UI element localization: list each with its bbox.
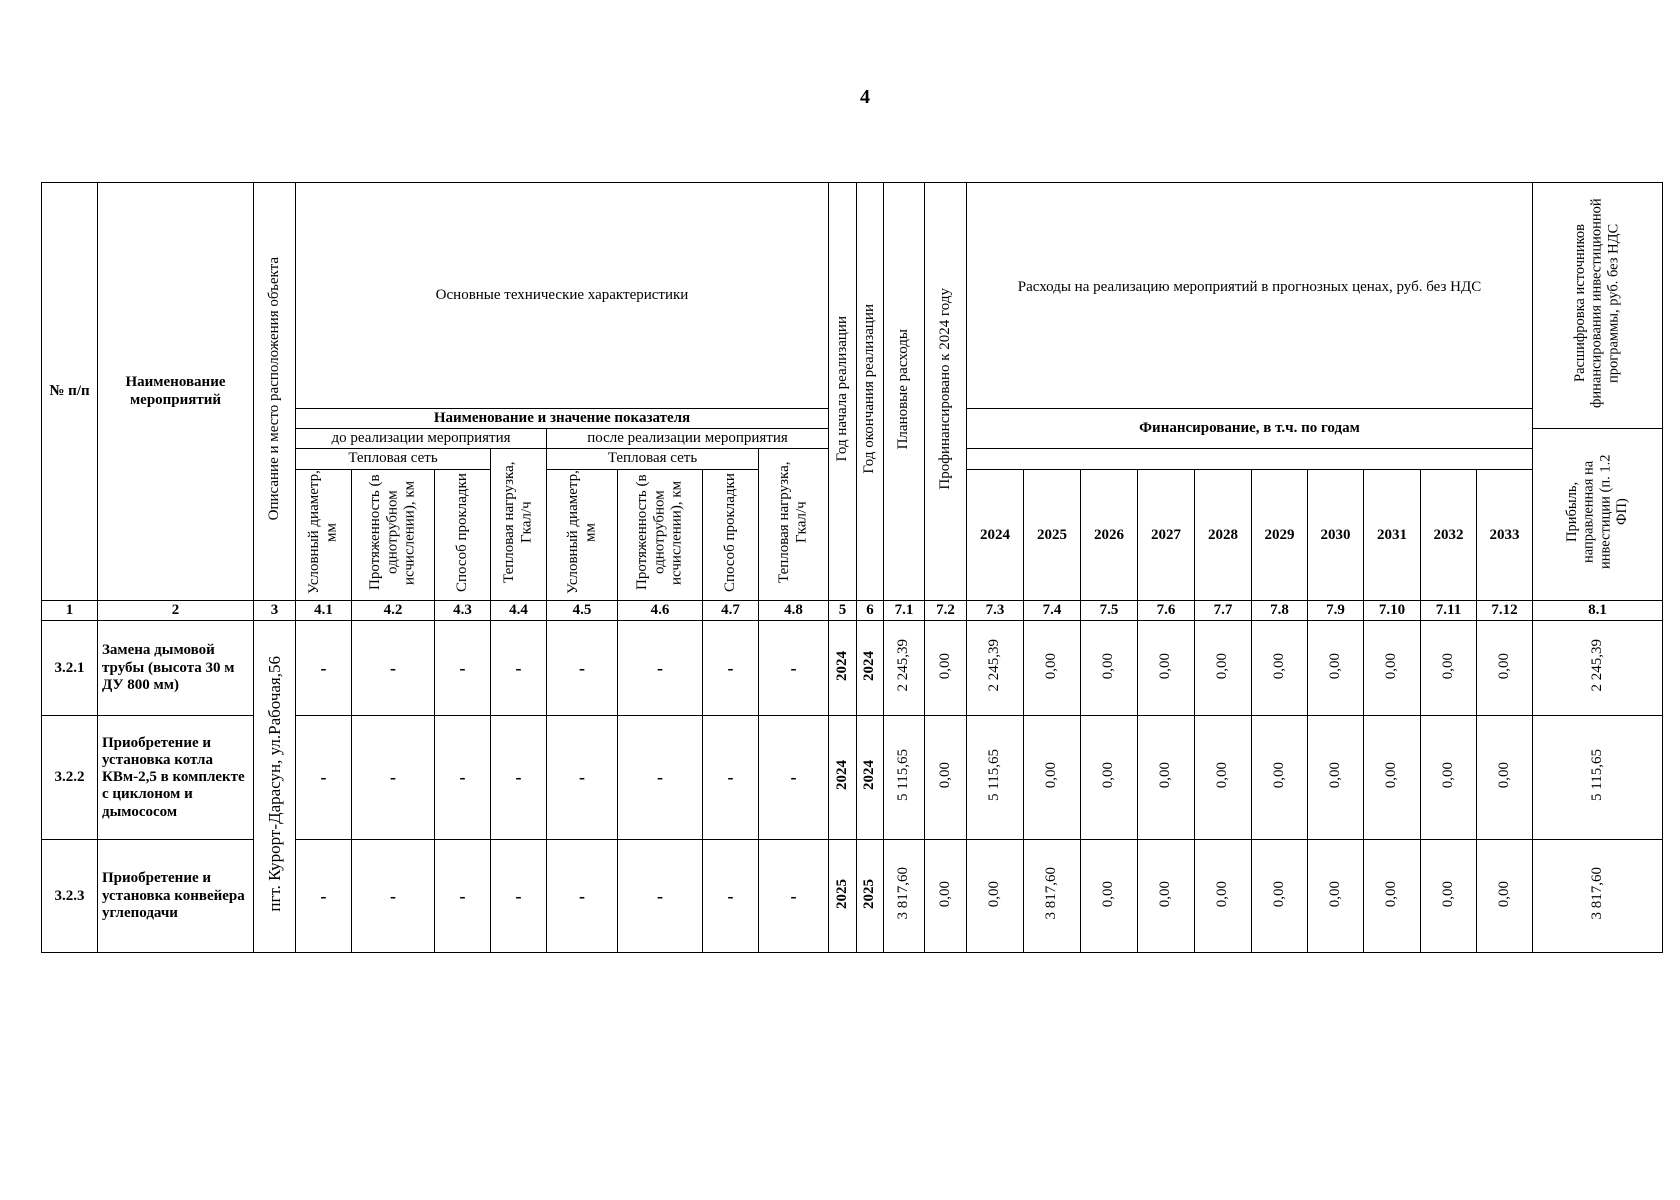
row-dash: - <box>491 621 547 716</box>
row-planned: 3 817,60 <box>884 840 925 953</box>
header-heat-network-before: Тепловая сеть <box>296 449 491 470</box>
row-dash: - <box>618 716 703 840</box>
row-profit: 3 817,60 <box>1533 840 1663 953</box>
header-year-2032: 2032 <box>1421 470 1477 601</box>
row-dash: - <box>618 840 703 953</box>
column-number: 7.6 <box>1138 601 1195 621</box>
row-year-end: 2024 <box>857 621 884 716</box>
row-prefinanced: 0,00 <box>925 716 967 840</box>
row-year-value: 3 817,60 <box>1024 840 1081 953</box>
row-prefinanced: 0,00 <box>925 621 967 716</box>
column-number: 5 <box>829 601 857 621</box>
column-number: 7.9 <box>1308 601 1364 621</box>
row-year-value: 0,00 <box>1477 621 1533 716</box>
header-name: Наименование мероприятий <box>98 183 254 601</box>
row-planned: 2 245,39 <box>884 621 925 716</box>
header-heat-load-after: Тепловая нагрузка, Гкал/ч <box>759 449 829 601</box>
row-year-value: 0,00 <box>1308 840 1364 953</box>
header-expenses-group: Расходы на реализацию мероприятий в прогнозных ценах, руб. без НДС <box>967 183 1533 409</box>
column-number: 2 <box>98 601 254 621</box>
row-name: Приобретение и установка котла КВм-2,5 в комплекте с циклоном и дымососом <box>98 716 254 840</box>
row-year-value: 0,00 <box>1138 621 1195 716</box>
column-number: 3 <box>254 601 296 621</box>
row-year-value: 0,00 <box>1308 716 1364 840</box>
column-number: 4.2 <box>352 601 435 621</box>
row-year-end: 2024 <box>857 716 884 840</box>
row-dash: - <box>547 840 618 953</box>
row-dash: - <box>491 716 547 840</box>
header-diameter-before: Условный диаметр, мм <box>296 470 352 601</box>
column-number: 7.7 <box>1195 601 1252 621</box>
row-dash: - <box>703 840 759 953</box>
page-number: 4 <box>860 86 870 108</box>
column-number: 7.4 <box>1024 601 1081 621</box>
table-row <box>42 621 1663 716</box>
row-year-value: 2 245,39 <box>967 621 1024 716</box>
row-dash: - <box>296 621 352 716</box>
row-dash: - <box>296 840 352 953</box>
row-year-value: 0,00 <box>1421 840 1477 953</box>
row-year-value: 0,00 <box>1364 621 1421 716</box>
column-number: 4.8 <box>759 601 829 621</box>
row-profit: 2 245,39 <box>1533 621 1663 716</box>
header-after-group: после реализации мероприятия <box>547 429 829 449</box>
row-dash: - <box>703 716 759 840</box>
row-year-value: 0,00 <box>1421 621 1477 716</box>
row-year-start: 2024 <box>829 716 857 840</box>
row-year-value: 0,00 <box>1477 716 1533 840</box>
row-number: 3.2.1 <box>42 621 98 716</box>
row-year-value: 0,00 <box>1364 716 1421 840</box>
row-dash: - <box>618 621 703 716</box>
column-number: 4.7 <box>703 601 759 621</box>
column-number: 7.1 <box>884 601 925 621</box>
header-year-2029: 2029 <box>1252 470 1308 601</box>
column-number: 1 <box>42 601 98 621</box>
row-year-value: 0,00 <box>1138 840 1195 953</box>
row-dash: - <box>352 840 435 953</box>
row-dash: - <box>547 621 618 716</box>
column-number: 7.3 <box>967 601 1024 621</box>
row-dash: - <box>547 716 618 840</box>
header-heat-load-before: Тепловая нагрузка, Гкал/ч <box>491 449 547 601</box>
column-number: 4.6 <box>618 601 703 621</box>
header-year-2031: 2031 <box>1364 470 1421 601</box>
row-year-value: 0,00 <box>1195 621 1252 716</box>
header-year-2033: 2033 <box>1477 470 1533 601</box>
header-year-2028: 2028 <box>1195 470 1252 601</box>
row-year-value: 0,00 <box>1081 716 1138 840</box>
header-length-before: Протяженность (в однотрубном исчислении), км <box>352 470 435 601</box>
row-year-value: 0,00 <box>1024 621 1081 716</box>
row-year-value: 0,00 <box>1138 716 1195 840</box>
row-name: Приобретение и установка конвейера углеподачи <box>98 840 254 953</box>
header-financing-spacer <box>967 449 1533 470</box>
column-number: 7.11 <box>1421 601 1477 621</box>
row-number: 3.2.3 <box>42 840 98 953</box>
header-location: Описание и место расположения объекта <box>254 183 296 601</box>
row-year-start: 2025 <box>829 840 857 953</box>
header-indicator-group: Наименование и значение показателя <box>296 409 829 429</box>
investment-table <box>41 182 1663 953</box>
column-number-row <box>42 601 1663 621</box>
row-year-value: 0,00 <box>1081 621 1138 716</box>
row-dash: - <box>435 621 491 716</box>
column-number: 4.3 <box>435 601 491 621</box>
row-year-value: 5 115,65 <box>967 716 1024 840</box>
row-year-value: 0,00 <box>1308 621 1364 716</box>
header-heat-network-after: Тепловая сеть <box>547 449 759 470</box>
row-dash: - <box>435 840 491 953</box>
row-year-end: 2025 <box>857 840 884 953</box>
header-laying-after: Способ прокладки <box>703 470 759 601</box>
header-tech-group: Основные технические характеристики <box>296 183 829 409</box>
row-planned: 5 115,65 <box>884 716 925 840</box>
header-year-2027: 2027 <box>1138 470 1195 601</box>
column-number: 7.5 <box>1081 601 1138 621</box>
row-dash: - <box>759 840 829 953</box>
header-year-start: Год начала реализации <box>829 183 857 601</box>
row-year-value: 0,00 <box>1081 840 1138 953</box>
row-year-value: 0,00 <box>1421 716 1477 840</box>
row-dash: - <box>491 840 547 953</box>
header-financing-group: Финансирование, в т.ч. по годам <box>967 409 1533 449</box>
row-year-value: 0,00 <box>1364 840 1421 953</box>
column-number: 8.1 <box>1533 601 1663 621</box>
row-name: Замена дымовой трубы (высота 30 м ДУ 800 мм) <box>98 621 254 716</box>
column-number: 4.4 <box>491 601 547 621</box>
header-diameter-after: Условный диаметр, мм <box>547 470 618 601</box>
column-number: 7.2 <box>925 601 967 621</box>
row-profit: 5 115,65 <box>1533 716 1663 840</box>
header-before-group: до реализации мероприятия <box>296 429 547 449</box>
column-number: 4.1 <box>296 601 352 621</box>
row-dash: - <box>703 621 759 716</box>
header-planned: Плановые расходы <box>884 183 925 601</box>
row-dash: - <box>759 716 829 840</box>
header-year-2025: 2025 <box>1024 470 1081 601</box>
row-dash: - <box>435 716 491 840</box>
row-year-start: 2024 <box>829 621 857 716</box>
header-sources-group: Расшифровка источников финансирования инвестиционной программы, руб. без НДС <box>1533 183 1663 429</box>
row-year-value: 0,00 <box>1477 840 1533 953</box>
row-year-value: 0,00 <box>1252 840 1308 953</box>
header-prefinanced: Профинансировано к 2024 году <box>925 183 967 601</box>
row-dash: - <box>352 621 435 716</box>
row-location: пгт. Курорт-Дарасун, ул.Рабочая,56 <box>254 621 296 953</box>
row-year-value: 0,00 <box>1195 716 1252 840</box>
column-number: 7.8 <box>1252 601 1308 621</box>
header-year-2026: 2026 <box>1081 470 1138 601</box>
header-year-2024: 2024 <box>967 470 1024 601</box>
header-length-after: Протяженность (в однотрубном исчислении), км <box>618 470 703 601</box>
row-year-value: 0,00 <box>967 840 1024 953</box>
column-number: 7.10 <box>1364 601 1421 621</box>
row-number: 3.2.2 <box>42 716 98 840</box>
row-year-value: 0,00 <box>1252 621 1308 716</box>
row-dash: - <box>759 621 829 716</box>
column-number: 6 <box>857 601 884 621</box>
header-num: № п/п <box>42 183 98 601</box>
header-year-end: Год окончания реализации <box>857 183 884 601</box>
header-year-2030: 2030 <box>1308 470 1364 601</box>
row-year-value: 0,00 <box>1195 840 1252 953</box>
header-profit: Прибыль, направленная на инвестиции (п. 1.2 ФП) <box>1533 429 1663 601</box>
row-dash: - <box>296 716 352 840</box>
row-dash: - <box>352 716 435 840</box>
column-number: 7.12 <box>1477 601 1533 621</box>
row-year-value: 0,00 <box>1024 716 1081 840</box>
row-year-value: 0,00 <box>1252 716 1308 840</box>
header-laying-before: Способ прокладки <box>435 470 491 601</box>
row-prefinanced: 0,00 <box>925 840 967 953</box>
column-number: 4.5 <box>547 601 618 621</box>
